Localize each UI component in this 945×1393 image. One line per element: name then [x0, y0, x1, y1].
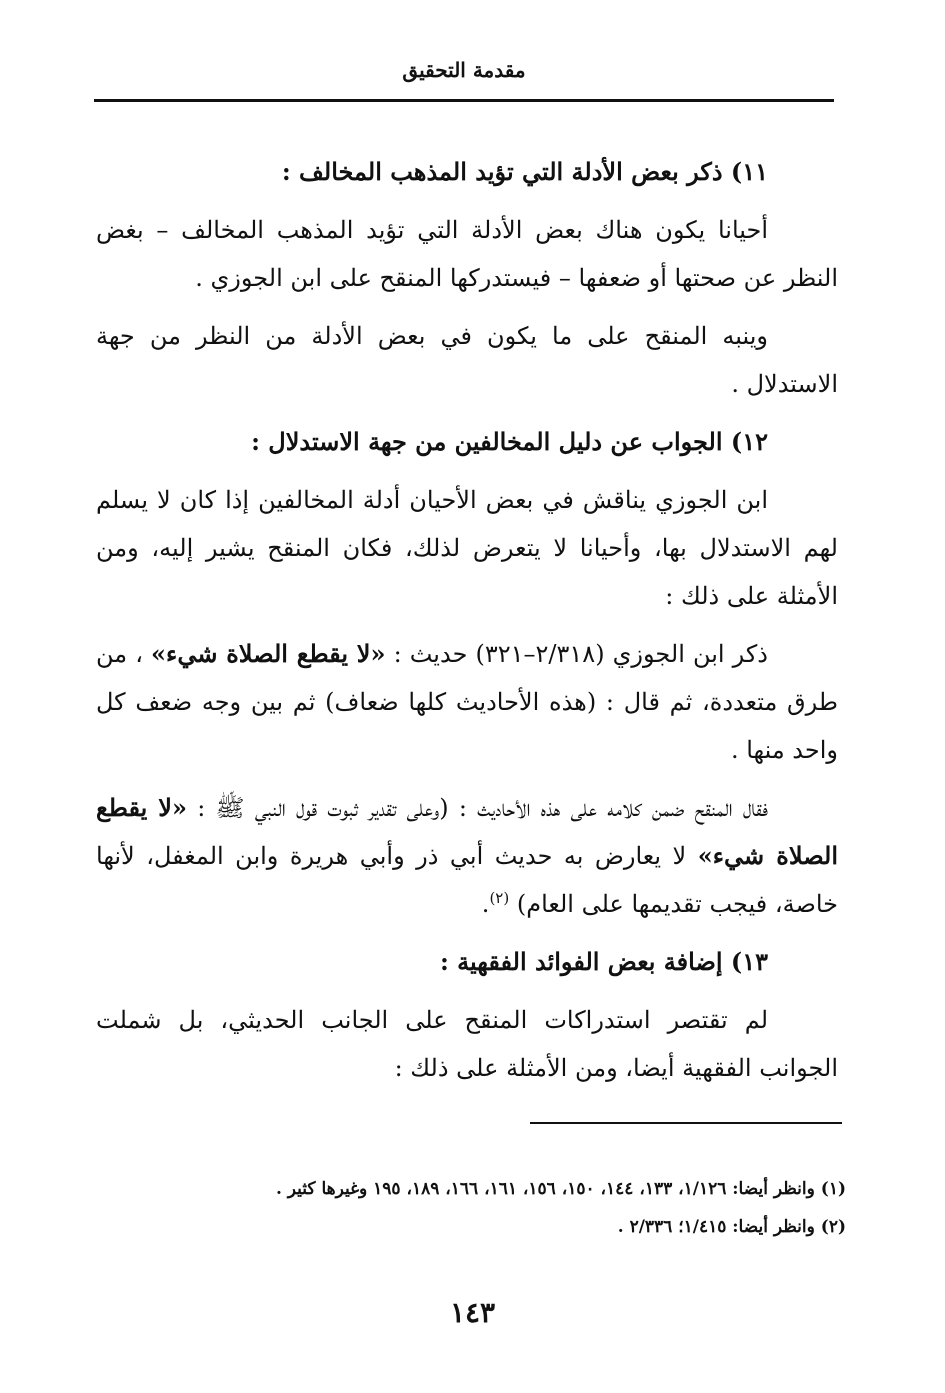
footnotes	[96, 1170, 846, 1246]
section-12-heading: ١٢) الجواب عن دليل المخالفين من جهة الاستدلال :	[251, 427, 768, 456]
section-13-paragraph-1: لم تقتصر استدراكات المنقح على الجانب الحديثي، بل شملت الجوانب الفقهية أيضا، ومن الأمثلة على ذلك :	[96, 1006, 838, 1082]
section-11-paragraph-1: أحيانا يكون هناك بعض الأدلة التي تؤيد المذهب المخالف – بغض النظر عن صحتها أو ضعفها – فيستدركها المنقح على ابن الجوزي .	[96, 216, 838, 292]
paragraph-text: ، من طرق متعددة، ثم قال : (هذه الأحاديث كلها ضعاف) ثم بين وجه ضعف كل واحد منها .	[96, 640, 838, 764]
page-number: ١٤٣	[449, 1296, 496, 1329]
section-12-paragraph-1: ابن الجوزي يناقش في بعض الأحيان أدلة المخالفين إذا كان لا يسلم لهم الاستدلال بها، وأحيانا لا يتعرض لذلك، فكان المنقح يشير إليه، ومن الأمثلة على ذلك :	[96, 486, 838, 610]
paragraph-text: فقال المنقح ضمن كلامه على هذه الأحاديث : (وعلى تقدير ثبوت قول النبي ﷺ :	[186, 794, 769, 822]
footnote-2: (٢) وانظر أيضا: ١/٤١٥؛ ٢/٣٣٦ .	[617, 1217, 846, 1237]
footnote-reference: (٢)	[489, 889, 510, 907]
section-11-heading: ١١) ذكر بعض الأدلة التي تؤيد المذهب المخالف :	[281, 157, 768, 186]
hadith-quote: «لا يقطع الصلاة شيء»	[151, 639, 386, 668]
header-rule	[94, 99, 834, 102]
section-13-heading: ١٣) إضافة بعض الفوائد الفقهية :	[439, 947, 768, 976]
hadith-quote: «لا يقطع الصلاة شيء»	[96, 793, 838, 870]
section-12-paragraph-3	[96, 784, 838, 928]
section-11-paragraph-2: وينبه المنقح على ما يكون في بعض الأدلة من النظر من جهة الاستدلال .	[96, 322, 838, 398]
footnote-rule	[530, 1122, 842, 1124]
footnote-1: (١) وانظر أيضا: ١/١٢٦، ١٣٣، ١٤٤، ١٥٠، ١٥٦، ١٦١، ١٦٦، ١٨٩، ١٩٥ وغيرها كثير .	[275, 1179, 846, 1199]
paragraph-text: ذكر ابن الجوزي (٢/٣١٨–٣٢١) حديث :	[385, 640, 768, 668]
paragraph-text: لا يعارض به حديث أبي ذر وأبي هريرة وابن المغفل، لأنها خاصة، فيجب تقديمها على العام)	[96, 842, 838, 918]
section-12-paragraph-2	[96, 630, 838, 774]
paragraph-end: .	[481, 890, 490, 918]
body-text	[96, 148, 838, 1102]
running-head: مقدمة التحقيق	[402, 58, 526, 82]
